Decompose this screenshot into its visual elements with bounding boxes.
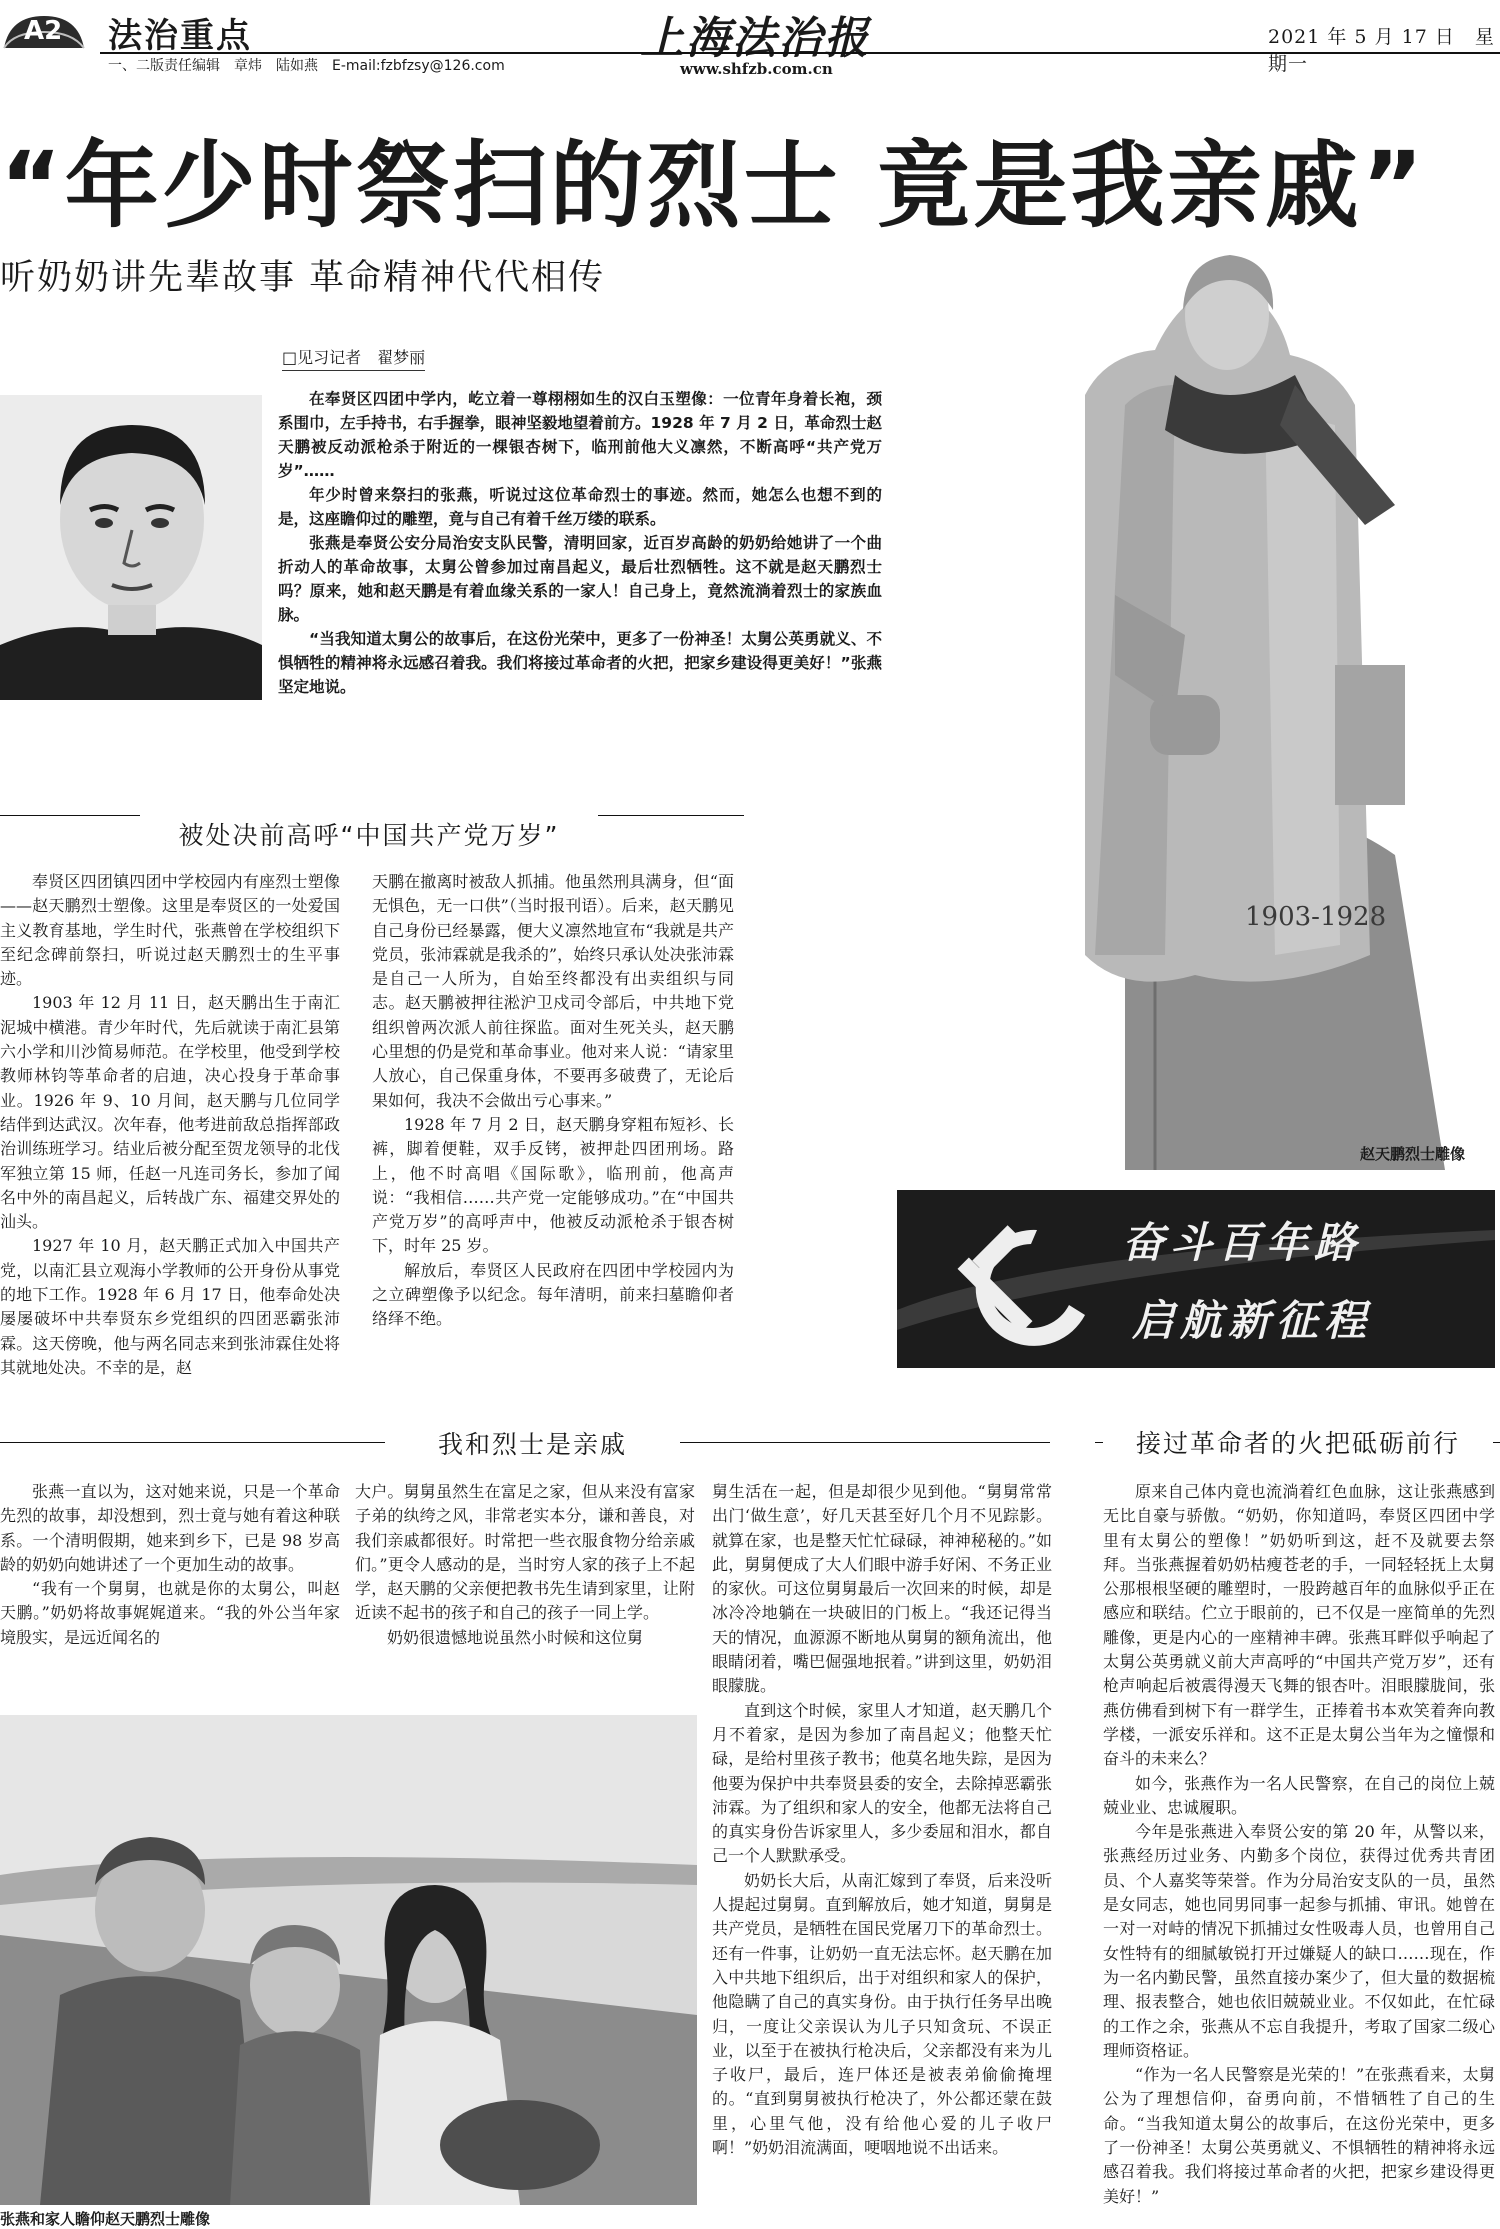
article-paragraph: 大户。舅舅虽然生在富足之家，但从来没有富家子弟的纨绔之风，非常老实本分，谦和善良，对我们亲戚都很好。时常把一些衣服食物分给亲戚们。”更令人感动的是，当时穷人家的孩子上不起学，赵天鹏的父亲便把教书先生请到家里，让附近读不起书的孩子和自己的孩子一同上学。 [355,1482,695,1623]
statue-photo [975,255,1500,1170]
article-paragraph: 原来自己体内竟也流淌着红色血脉，这让张燕感到无比自豪与骄傲。“奶奶，你知道吗，奉贤区四团中学里有太舅公的塑像！”奶奶听到这，赶不及就要去祭拜。当张燕握着奶奶枯瘦苍老的手，一同轻轻抚上太舅公那根根坚硬的雕塑时，一股跨越百年的血脉似乎正在感应和联结。伫立于眼前的，已不仅是一座简单的先烈雕像，更是内心的一座精神丰碑。张燕耳畔似乎响起了太舅公英勇就义前大声高呼的“中国共产党万岁”，还有枪声响起后被震得漫天飞舞的银杏叶。泪眼朦胧间，张燕仿佛看到树下有一群学生，正捧着书本欢笑着奔向教学楼，一派安乐祥和。这不正是太舅公当年为之憧憬和奋斗的未来么？ [1103,1482,1495,1769]
page-number: A2 [24,16,63,46]
section-heading-execution: 被处决前高呼“中国共产党万岁” [178,821,560,850]
article-paragraph: 如今，张燕作为一名人民警察，在自己的岗位上兢兢业业、忠诚履职。 [1103,1773,1495,1817]
banner-line-2: 启航新征程 [1132,1296,1373,1345]
statue-caption: 赵天鹏烈士雕像 [1360,1145,1466,1163]
section-rule [0,1442,385,1443]
section2-column2 [355,1480,695,1650]
section-heading-relative: 我和烈士是亲戚 [437,1430,627,1459]
article-paragraph: 奉贤区四团镇四团中学校园内有座烈士塑像——赵天鹏烈士塑像。这里是奉贤区的一处爱国主义教育基地，学生时代，张燕曾在学校组织下至纪念碑前祭扫，听说过赵天鹏烈士的生平事迹。 [0,872,340,989]
reporter-byline: □见习记者 翟梦丽 [282,345,425,371]
subheadline: 听奶奶讲先辈故事 革命精神代代相传 [0,258,606,298]
article-paragraph: 张燕一直以为，这对她来说，只是一个革命先烈的故事，却没想到，烈士竟与她有着这种联系。一个清明假期，她来到乡下，已是 98 岁高龄的奶奶向她讲述了一个更加生动的故事。 [0,1482,340,1574]
lead-paragraph: “当我知道太舅公的故事后，在这份光荣中，更多了一份神圣！太舅公英勇就义、不惧牺牲的精神将永远感召着我。我们将接过革命者的火把，把家乡建设得更美好！”张燕坚定地说。 [278,630,882,696]
article-paragraph: “作为一名人民警察是光荣的！”在张燕看来，太舅公为了理想信仰，奋勇向前，不惜牺牲了自己的生命。“当我知道太舅公的故事后，在这份光荣中，更多了一份神圣！太舅公英勇就义、不惧牺牲的精神将永远感召着我。我们将接过革命者的火把，把家乡建设得更美好！” [1103,2065,1495,2206]
article-paragraph: 解放后，奉贤区人民政府在四团中学校园内为之立碑塑像予以纪念。每年清明，前来扫墓瞻仰者络绎不绝。 [372,1260,734,1329]
section-rule [0,815,140,816]
lead-paragraph: 在奉贤区四团中学内，屹立着一尊栩栩如生的汉白玉塑像：一位青年身着长袍，颈系围巾，左手持书，右手握拳，眼神坚毅地望着前方。1928 年 7 月 2 日，革命烈士赵天鹏被反动派枪杀于附近的一棵银杏树下，临刑前他大义凛然，不断高呼“共产党万岁”…… [278,390,882,480]
masthead-rule [100,52,1500,54]
section-rule [598,815,744,816]
article-paragraph: 奶奶长大后，从南汇嫁到了奉贤，后来没听人提起过舅舅。直到解放后，她才知道，舅舅是共产党员，是牺牲在国民党屠刀下的革命烈士。还有一件事，让奶奶一直无法忘怀。赵天鹏在加入中共地下组织后，出于对组织和家人的保护，他隐瞒了自己的真实身份。由于执行任务早出晚归，一度让父亲误认为儿子只知贪玩、不误正业，以至于在被执行枪决后，父亲都没有来为儿子收尸，最后，连尸体还是被表弟偷偷掩埋的。“直到舅舅被执行枪决了，外公都还蒙在鼓里，心里气他，没有给他心爱的儿子收尸啊！”奶奶泪流满面，哽咽地说不出话来。 [712,1870,1052,2158]
article-paragraph: 1927 年 10 月，赵天鹏正式加入中国共产党，以南汇县立观海小学教师的公开身份从事党的地下工作。1928 年 6 月 17 日，他奉命处决屡屡破坏中共奉贤东乡党组织的四团恶霸张沛霖。这天傍晚，他与两名同志来到张沛霖住处将其就地处决。不幸的是，赵 [0,1236,340,1377]
page-number-badge [0,12,88,52]
article-paragraph: 奶奶很遗憾地说虽然小时候和这位舅 [387,1627,644,1647]
lead-paragraphs [278,387,882,699]
newspaper-website: www.shfzb.com.cn [680,60,833,78]
section-name: 法治重点 [108,16,252,56]
section2-column1 [0,1480,340,1650]
article-paragraph: 天鹏在撤离时被敌人抓捕。他虽然刑具满身，但“面无惧色，无一口供”（当时报刊语）。后来，赵天鹏见自己身份已经暴露，便大义凛然地宣布“我就是共产党员，张沛霖就是我杀的”，始终只承认处决张沛霖是自己一人所为，自始至终都没有出卖组织与同志。赵天鹏被押往淞沪卫戍司令部后，中共地下党组织曾两次派人前往探监。面对生死关头，赵天鹏心里想的仍是党和革命事业。他对来人说：“请家里人放心，自己保重身体，不要再多破费了，无论后果如何，我决不会做出亏心事来。” [372,872,734,1110]
article-paragraph: 舅生活在一起，但是却很少见到他。“舅舅常常出门‘做生意’，好几天甚至好几个月不见踪影。就算在家，也是整天忙忙碌碌，神神秘秘的。”如此，舅舅便成了大人们眼中游手好闲、不务正业的家伙。可这位舅舅最后一次回来的时候，却是冰冷冷地躺在一块破旧的门板上。“我还记得当天的情况，血源源不断地从舅舅的额角流出，他眼睛闭着，嘴巴倔强地抿着。”讲到这里，奶奶泪眼朦胧。 [712,1482,1052,1696]
section1-column2 [372,870,734,1332]
section-rule [680,1442,1050,1443]
section2-column3 [712,1480,1052,2160]
lead-paragraph: 张燕是奉贤公安分局治安支队民警，清明回家，近百岁高龄的奶奶给她讲了一个曲折动人的革命故事，太舅公曾参加过南昌起义，最后壮烈牺牲。这不就是赵天鹏烈士吗？原来，她和赵天鹏是有着血缘关系的一家人！自己身上，竟然流淌着烈士的家族血脉。 [278,534,882,624]
article-paragraph: 1928 年 7 月 2 日，赵天鹏身穿粗布短衫、长裤，脚着便鞋，双手反铐，被押赴四团刑场。路上，他不时高唱《国际歌》，临刑前，他高声说：“我相信……共产党一定能够成功。”在“中国共产党万岁”的高呼声中，他被反动派枪杀于银杏树下，时年 25 岁。 [372,1114,734,1256]
family-photo [0,1715,697,2205]
section-heading-torch: 接过革命者的火把砥砺前行 [1103,1424,1493,1460]
centenary-banner [897,1190,1495,1368]
article-paragraph: 今年是张燕进入奉贤公安的第 20 年，从警以来，张燕经历过业务、内勤多个岗位，获得过优秀共青团员、个人嘉奖等荣誉。作为分局治安支队的一员，虽然是女同志，她也同男同事一起参与抓捕、审讯。她曾在一对一对峙的情况下抓捕过女性吸毒人员，也曾用自己女性特有的细腻敏锐打开过嫌疑人的缺口……现在，作为一名内勤民警，虽然直接办案少了，但大量的数据梳理、报表整合，她也依旧兢兢业业。不仅如此，在忙碌的工作之余，张燕从不忘自我提升，考取了国家二级心理师资格证。 [1103,1822,1495,2060]
section1-column1 [0,870,340,1380]
article-paragraph: 直到这个时候，家里人才知道，赵天鹏几个月不着家，是因为参加了南昌起义；他整天忙碌，是给村里孩子教书；他莫名地失踪，是因为他要为保护中共奉贤县委的安全，去除掉恶霸张沛霖。为了组织和家人的安全，他都无法将自己的真实身份告诉家里人，多少委屈和泪水，都自己一个人默默承受。 [712,1700,1052,1866]
article-paragraph: “我有一个舅舅，也就是你的太舅公，叫赵天鹏。”奶奶将故事娓娓道来。“我的外公当年家境殷实，是远近闻名的 [0,1579,340,1647]
section3-column [1103,1480,1495,2209]
newspaper-logo: 上海法治报 [640,13,870,64]
family-photo-caption: 张燕和家人瞻仰赵天鹏烈士雕像 [0,2210,211,2228]
issue-date: 2021 年 5 月 17 日 星期一 [1268,26,1495,75]
banner-line-1: 奋斗百年路 [1122,1218,1363,1267]
portrait-photo [0,395,262,700]
article-paragraph: 1903 年 12 月 11 日，赵天鹏出生于南汇泥城中横港。青少年时代，先后就读于南汇县第六小学和川沙简易师范。在学校里，他受到学校教师林钧等革命者的启迪，决心投身于革命事业。1926 年 9、10 月间，赵天鹏与几位同学结伴到达武汉。次年春，他考进前敌总指挥部政治训练班学习。结业后被分配至贺龙领导的北伐军独立第 15 师，任赵一凡连司务长，参加了闻名中外的南昌起义，后转战广东、福建交界处的汕头。 [0,993,340,1232]
statue-inscription: 1903-1928 [1245,902,1387,932]
editor-line: 一、二版责任编辑 章炜 陆如燕 E-mail:fzbfzsy@126.com [108,58,505,74]
lead-paragraph: 年少时曾来祭扫的张燕，听说过这位革命烈士的事迹。然而，她怎么也想不到的是，这座瞻仰过的雕塑，竟与自己有着千丝万缕的联系。 [278,486,882,528]
headline: “年少时祭扫的烈士 竟是我亲戚” [0,132,1427,241]
